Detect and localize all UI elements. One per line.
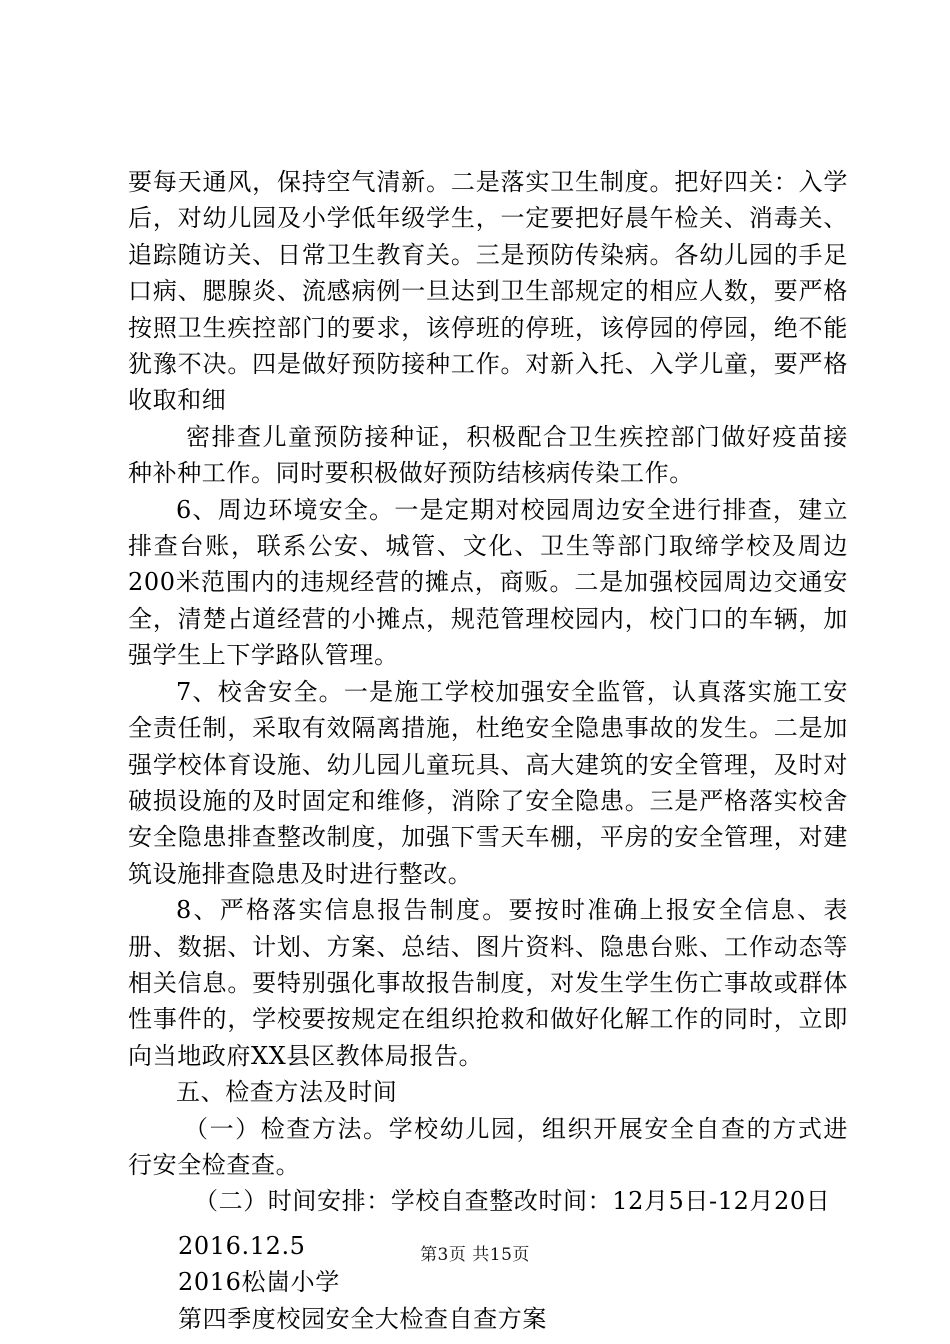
paragraph-reporting-system: 8、严格落实信息报告制度。要按时准确上报安全信息、表册、数据、计划、方案、总结、图片资料、隐患台账、工作动态等相关信息。要特别强化事故报告制度，对发生学生伤亡事故或群体性事件的，学校要按规定在组织抢救和做好化解工作的同时，立即向当地政府XX县区教体局报告。 <box>128 896 848 1070</box>
page-footer: 第3页 共15页 <box>420 1245 530 1265</box>
signature-date: 2016.12.5 <box>178 1231 306 1260</box>
signature-school: 2016松崮小学 <box>178 1268 340 1297</box>
section-heading-inspection: 五、检查方法及时间 <box>176 1078 398 1107</box>
paragraph-inspection-method: （一）检查方法。学校幼儿园，组织开展安全自查的方式进行安全检查查。 <box>128 1114 848 1179</box>
document-body <box>128 164 848 1337</box>
paragraph-vaccination: 密排查儿童预防接种证，积极配合卫生疾控部门做好疫苗接种补种工作。同时要积极做好预防结核病传染工作。 <box>128 422 848 488</box>
paragraph-building-safety: 7、校舍安全。一是施工学校加强安全监管，认真落实施工安全责任制，采取有效隔离措施，杜绝安全隐患事故的发生。二是加强学校体育设施、幼儿园儿童玩具、高大建筑的安全管理，及时对破损设施的及时固定和维修，消除了安全隐患。三是严格落实校舍安全隐患排查整改制度，加强下雪天车棚，平房的安全管理，对建筑设施排查隐患及时进行整改。 <box>128 677 848 888</box>
signature-title: 第四季度校园安全大检查自查方案 <box>178 1304 547 1333</box>
paragraph-schedule: （二）时间安排：学校自查整改时间：12月5日-12月20日 <box>194 1187 831 1216</box>
paragraph-surroundings-safety: 6、周边环境安全。一是定期对校园周边安全进行排查，建立排查台账，联系公安、城管、文化、卫生等部门取缔学校及周边200米范围内的违规经营的摊点，商贩。二是加强校园周边交通安全，清楚占道经营的小摊点，规范管理校园内，校门口的车辆，加强学生上下学路队管理。 <box>128 495 848 670</box>
paragraph-hygiene-continued: 要每天通风，保持空气清新。二是落实卫生制度。把好四关：入学后，对幼儿园及小学低年级学生，一定要把好晨午检关、消毒关、追踪随访关、日常卫生教育关。三是预防传染病。各幼儿园的手足口病、腮腺炎、流感病例一旦达到卫生部规定的相应人数，要严格按照卫生疾控部门的要求，该停班的停班，该停园的停园，绝不能犹豫不决。四是做好预防接种工作。对新入托、入学儿童，要严格收取和细 <box>128 168 848 415</box>
